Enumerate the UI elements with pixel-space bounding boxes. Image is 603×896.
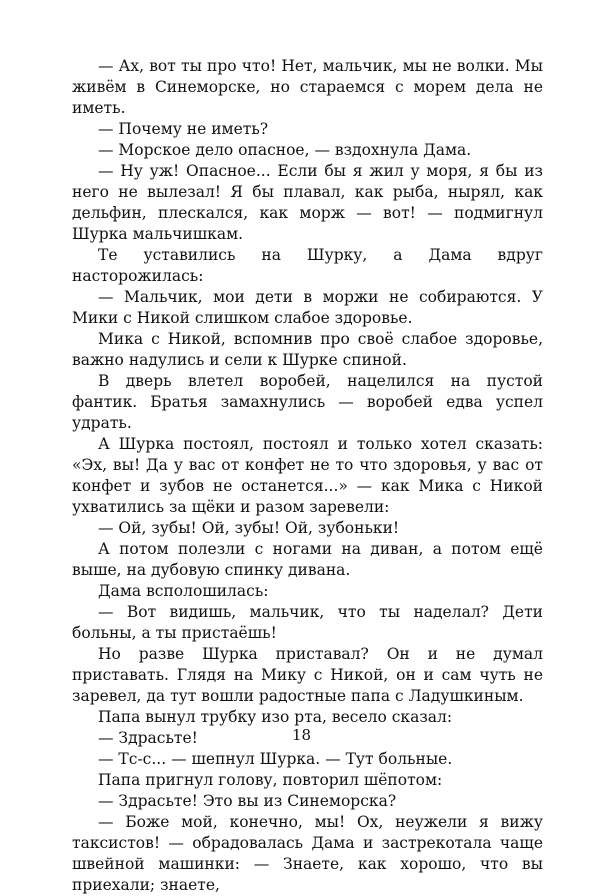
paragraph: — Мальчик, мои дети в моржи не собираются. У Мики с Никой слишком слабое здоровье. xyxy=(72,288,543,327)
page-body-text xyxy=(72,56,543,896)
paragraph: — Почему не иметь? xyxy=(98,120,269,138)
paragraph: Но разве Шурка приставал? Он и не думал приставать. Глядя на Мику с Никой, он и сам чуть не заревел, да тут вошли радостные папа с Ладушкиным. xyxy=(72,645,543,705)
paragraph: — Ах, вот ты про что! Нет, мальчик, мы не волки. Мы живём в Синеморске, но стараемся с морем дела не иметь. xyxy=(72,57,543,117)
paragraph: В дверь влетел воробей, нацелился на пустой фантик. Братья замахнулись — воробей едва успел удрать. xyxy=(72,372,543,432)
paragraph: Папа вынул трубку изо рта, весело сказал: xyxy=(98,708,453,726)
paragraph: — Боже мой, конечно, мы! Ох, неужели я вижу таксистов! — обрадовалась Дама и застрекотала чаще швейной машинки: — Знаете, как хорошо, что вы приехали; знаете, xyxy=(72,813,543,894)
paragraph: — Ой, зубы! Ой, зубы! Ой, зубоньки! xyxy=(98,519,400,537)
paragraph: Дама всполошилась: xyxy=(98,582,269,600)
paragraph: — Тс-с... — шепнул Шурка. — Тут больные. xyxy=(98,750,453,768)
paragraph: — Здрасьте! xyxy=(98,729,198,747)
paragraph: Папа пригнул голову, повторил шёпотом: xyxy=(98,771,443,789)
paragraph: А Шурка постоял, постоял и только хотел сказать: «Эх, вы! Да у вас от конфет не то что здоровья, у вас от конфет и зубов не останется...» — как Мика с Никой ухватились за щёки и разом заревели: xyxy=(72,435,543,516)
paragraph: Мика с Никой, вспомнив про своё слабое здоровье, важно надулись и сели к Шурке спиной. xyxy=(72,330,543,369)
paragraph: — Ну уж! Опасное... Если бы я жил у моря, я бы из него не вылезал! Я бы плавал, как рыба, нырял, как дельфин, плескался, как морж — вот! — подмигнул Шурка мальчишкам. xyxy=(72,162,543,243)
paragraph: — Здрасьте! Это вы из Синеморска? xyxy=(98,792,397,810)
paragraph: — Вот видишь, мальчик, что ты наделал? Дети больны, а ты пристаёшь! xyxy=(72,603,543,642)
page-number: 18 xyxy=(291,726,312,744)
paragraph: Те уставились на Шурку, а Дама вдруг насторожилась: xyxy=(72,246,543,285)
paragraph: А потом полезли с ногами на диван, а потом ещё выше, на дубовую спинку дивана. xyxy=(72,540,543,579)
paragraph: — Морское дело опасное, — вздохнула Дама. xyxy=(98,141,472,159)
